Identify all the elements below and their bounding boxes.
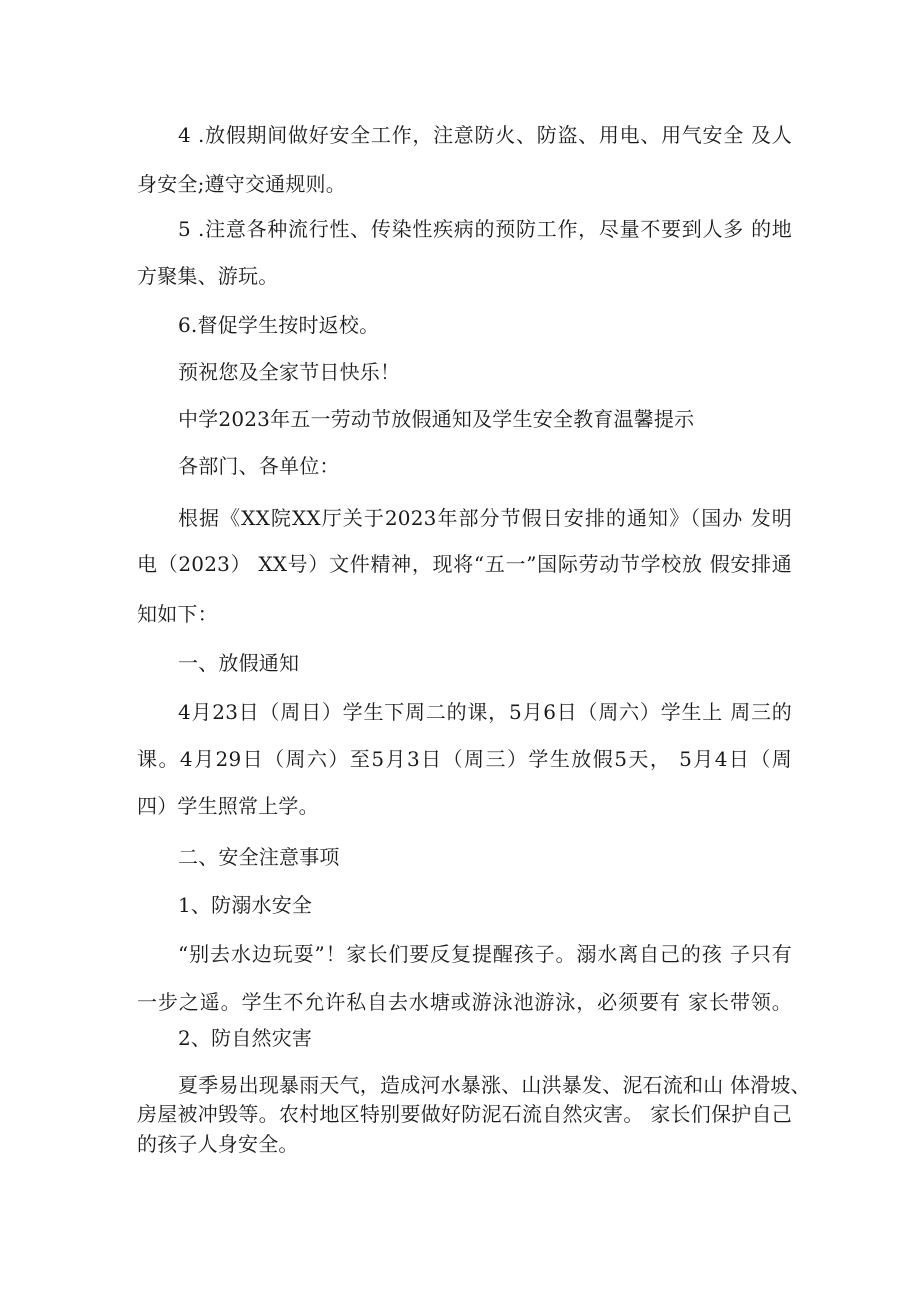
text-line: 电（2023） XX号）文件精神，现将“五一”国际劳动节学校放 假安排通 bbox=[137, 552, 792, 576]
text-line: 的孩子人身安全。 bbox=[137, 1132, 299, 1156]
text-line: 课。4月29日（周六）至5月3日（周三）学生放假5天， 5月4日（周 bbox=[137, 747, 792, 771]
text-line: 方聚集、游玩。 bbox=[137, 264, 279, 288]
text-line: 预祝您及全家节日快乐！ bbox=[178, 360, 401, 384]
text-line: 四）学生照常上学。 bbox=[137, 794, 319, 818]
text-line: 知如下： bbox=[137, 602, 218, 626]
text-line: 4月23日（周日）学生下周二的课，5月6日（周六）学生上 周三的 bbox=[178, 700, 792, 724]
text-line: 夏季易出现暴雨天气，造成河水暴涨、山洪暴发、泥石流和山 体滑坡、 bbox=[178, 1073, 811, 1097]
text-line: 根据《XX院XX厅关于2023年部分节假日安排的通知》（国办 发明 bbox=[178, 506, 792, 530]
document-title: 中学2023年五一劳动节放假通知及学生安全教育温馨提示 bbox=[178, 407, 695, 431]
text-line: 房屋被冲毁等。农村地区特别要做好防泥石流自然灾害。 家长们保护自己 bbox=[137, 1102, 792, 1126]
subsection-heading: 1、防溺水安全 bbox=[178, 893, 313, 917]
text-line: 身安全;遵守交通规则。 bbox=[137, 172, 346, 196]
section-heading: 二、安全注意事项 bbox=[178, 845, 340, 869]
subsection-heading: 2、防自然灾害 bbox=[178, 1026, 313, 1050]
text-line: “别去水边玩耍”！家长们要反复提醒孩子。溺水离自己的孩 子只有 bbox=[178, 942, 792, 966]
text-line: 一步之遥。学生不允许私自去水塘或游泳池游泳，必须要有 家长带领。 bbox=[137, 990, 792, 1014]
section-heading: 一、放假通知 bbox=[178, 651, 300, 675]
text-line: 5 .注意各种流行性、传染性疾病的预防工作，尽量不要到人多 的地 bbox=[178, 217, 792, 241]
text-line: 4 .放假期间做好安全工作，注意防火、防盗、用电、用气安全 及人 bbox=[178, 123, 792, 147]
text-line: 各部门、各单位： bbox=[178, 454, 340, 478]
text-line: 6.督促学生按时返校。 bbox=[178, 313, 380, 337]
